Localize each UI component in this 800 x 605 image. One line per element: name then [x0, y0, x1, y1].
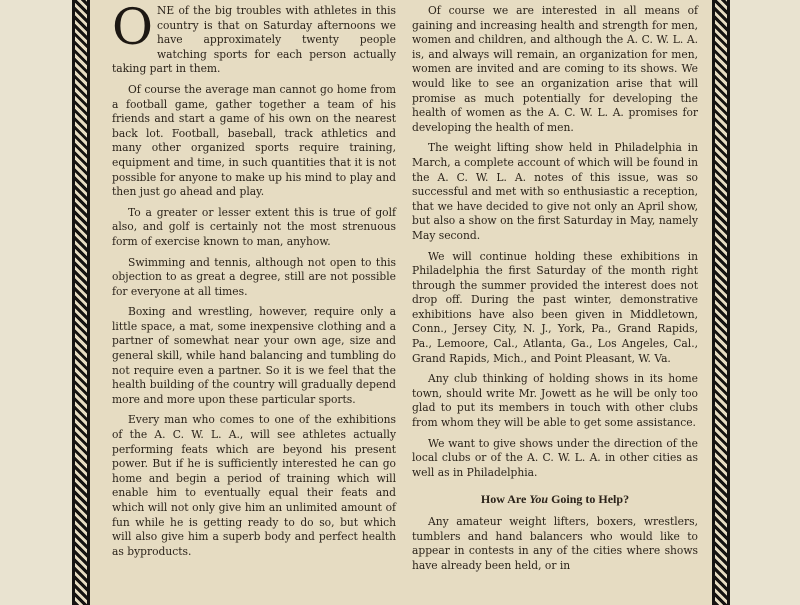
paragraph: ONE of the big troubles with athletes in this country is that on Saturday afternoons we have approximately twenty people watching sports for each person actually taking part in them. [112, 0, 396, 76]
paragraph: Of course the average man cannot go home from a football game, gather together a team of his friends and start a game of his own on the nearest back lot. Football, baseball, track athletics and many other organized sports require training, equipment and time, in such quantities that it is not possible for anyone to make up his mind to play and then just go ahead and play. [112, 82, 396, 199]
paragraph: Swimming and tennis, although not open to this objection to as great a degree, still are not possible for everyone at all times. [112, 255, 396, 298]
paragraph: Any club thinking of holding shows in its home town, should write Mr. Jowett as he will be only too glad to put its members in touch with other clubs from whom they will be able to get some assistance. [412, 372, 698, 430]
paragraph: To a greater or lesser extent this is true of golf also, and golf is certainly not the most strenuous form of exercise known to man, anyhow. [112, 205, 396, 248]
paragraph: Boxing and wrestling, however, require only a little space, a mat, some inexpensive clothing and a partner of somewhat near your own age, size and general skill, while hand balancing and tumbling do not require even a partner. So it is we feel that the health building of the country will gradually depend more and more upon these particular sports. [112, 305, 396, 406]
paragraph: The weight lifting show held in Philadelphia in March, a complete account of which will be found in the A. C. W. L. A. notes of this issue, was so successful and met with so enthusiastic a reception, that we have decided to give not only an April show, but also a show on the first Saturday in May, namely May second. [412, 141, 698, 242]
article-column-right [412, 4, 698, 579]
drop-cap: O [112, 0, 153, 56]
paragraph: Of course we are interested in all means of gaining and increasing health and strength for men, women and children, and although the A. C. W. L. A. is, and always will remain, an organization for men, women are invited and are coming to its shows. We would like to see an organization arise that will promise as much potentially for developing the health of women as the A. C. W. L. A. promises for developing the health of men. [412, 4, 698, 134]
page-margin-right [730, 0, 800, 605]
page-margin-left [0, 0, 72, 605]
paragraph: We want to give shows under the direction of the local clubs or of the A. C. W. L. A. in other cities as well as in Philadelphia. [412, 436, 698, 479]
paragraph: Any amateur weight lifters, boxers, wrestlers, tumblers and hand balancers who would like to appear in contests in any of the cities where shows have already been held, or in [412, 515, 698, 572]
decorative-border-left [72, 0, 90, 605]
section-heading: How Are You Going to Help? [480, 492, 630, 507]
decorative-border-right [712, 0, 730, 605]
paragraph: We will continue holding these exhibitions in Philadelphia the first Saturday of the month right through the summer provided the interest does not drop off. During the past winter, demonstrative exhibitions have also been given in Middletown, Conn., Jersey City, N. J., York, Pa., Grand Rapids, Pa., Lemoore, Cal., Atlanta, Ga., Los Angeles, Cal., Grand Rapids, Mich., and Point Pleasant, W. Va. [412, 249, 698, 365]
paragraph: Every man who comes to one of the exhibitions of the A. C. W. L. A., will see athletes actually performing feats which are beyond his present power. But if he is sufficiently interested he can go home and begin a period of training which will enable him to eventually equal their feats and which will not only give him an unlimited amount of fun while he is getting ready to do so, but which will also give him a superb body and perfect health as byproducts. [112, 413, 396, 558]
article-column-left [112, 0, 396, 565]
